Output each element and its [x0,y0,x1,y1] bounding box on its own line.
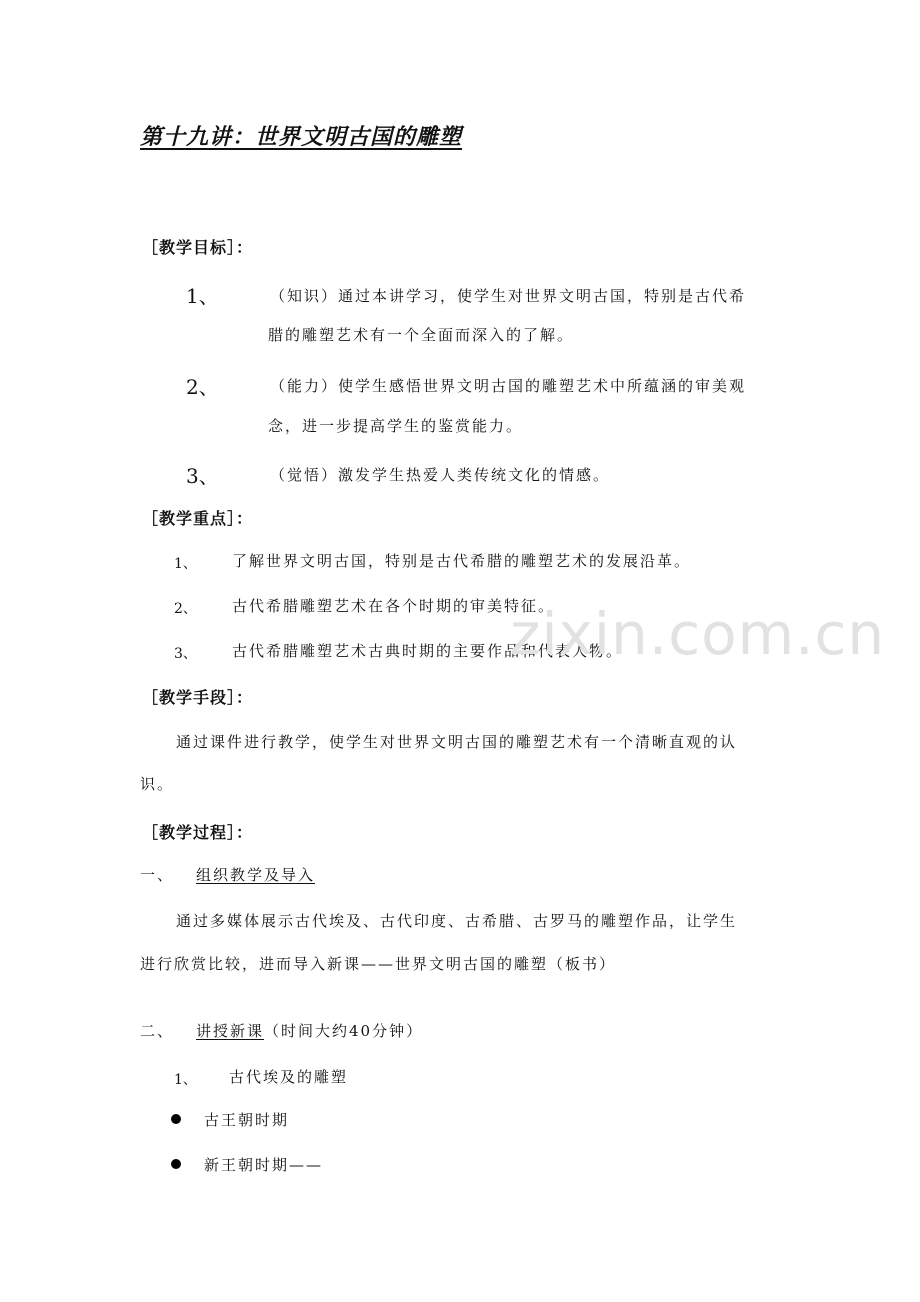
step-text-continued: 进行欣赏比较，进而导入新课——世界文明古国的雕塑（板书） [140,955,617,973]
goal-number: 2、 [186,375,219,399]
document-title: 第十九讲：世界文明古国的雕塑 [140,124,463,150]
substep-number: 1、 [174,1072,197,1088]
keypoint-number: 1、 [174,556,197,572]
means-heading: ［教学手段］： [142,688,254,707]
substep-title: 古代埃及的雕塑 [229,1068,349,1086]
step-number: 一、 [140,866,175,884]
keypoint-text: 古代希腊雕塑艺术古典时期的主要作品和代表人物。 [232,642,624,660]
process-heading: ［教学过程］： [142,823,254,842]
goal-text: （知识）通过本讲学习，使学生对世界文明古国，特别是古代希 [270,287,747,305]
keypoints-heading: ［教学重点］： [142,509,254,528]
bullet-dot-icon [171,1114,181,1124]
step-title: 组织教学及导入 [196,866,316,884]
step-text: 通过多媒体展示古代埃及、古代印度、古希腊、古罗马的雕塑作品，让学生 [176,912,738,930]
means-text-continued: 识。 [140,775,175,793]
bullet-item: 古王朝时期 [204,1111,290,1129]
goal-number: 3、 [186,464,219,488]
bullet-item: 新王朝时期—— [204,1156,324,1174]
keypoint-text: 古代希腊雕塑艺术在各个时期的审美特征。 [232,597,556,615]
goals-heading: ［教学目标］： [142,238,254,257]
step-title-line [196,1020,423,1041]
keypoint-number: 2、 [174,601,197,617]
step-number: 二、 [140,1022,175,1040]
goal-text: （能力）使学生感悟世界文明古国的雕塑艺术中所蕴涵的审美观 [270,377,747,395]
goal-text-continued: 念，进一步提高学生的鉴赏能力。 [268,417,524,435]
step-time-note: （时间大约40分钟） [264,1022,424,1040]
goal-number: 1、 [186,284,219,308]
means-text: 通过课件进行教学，使学生对世界文明古国的雕塑艺术有一个清晰直观的认 [176,733,738,751]
step-title: 讲授新课 [196,1022,265,1040]
bullet-dot-icon [171,1159,181,1169]
goal-text-continued: 腊的雕塑艺术有一个全面而深入的了解。 [268,326,575,344]
goal-text: （觉悟）激发学生热爱人类传统文化的情感。 [270,466,611,484]
watermark: zixin.com.cn [510,600,886,668]
keypoint-number: 3、 [174,646,197,662]
keypoint-text: 了解世界文明古国，特别是古代希腊的雕塑艺术的发展沿革。 [232,552,692,570]
